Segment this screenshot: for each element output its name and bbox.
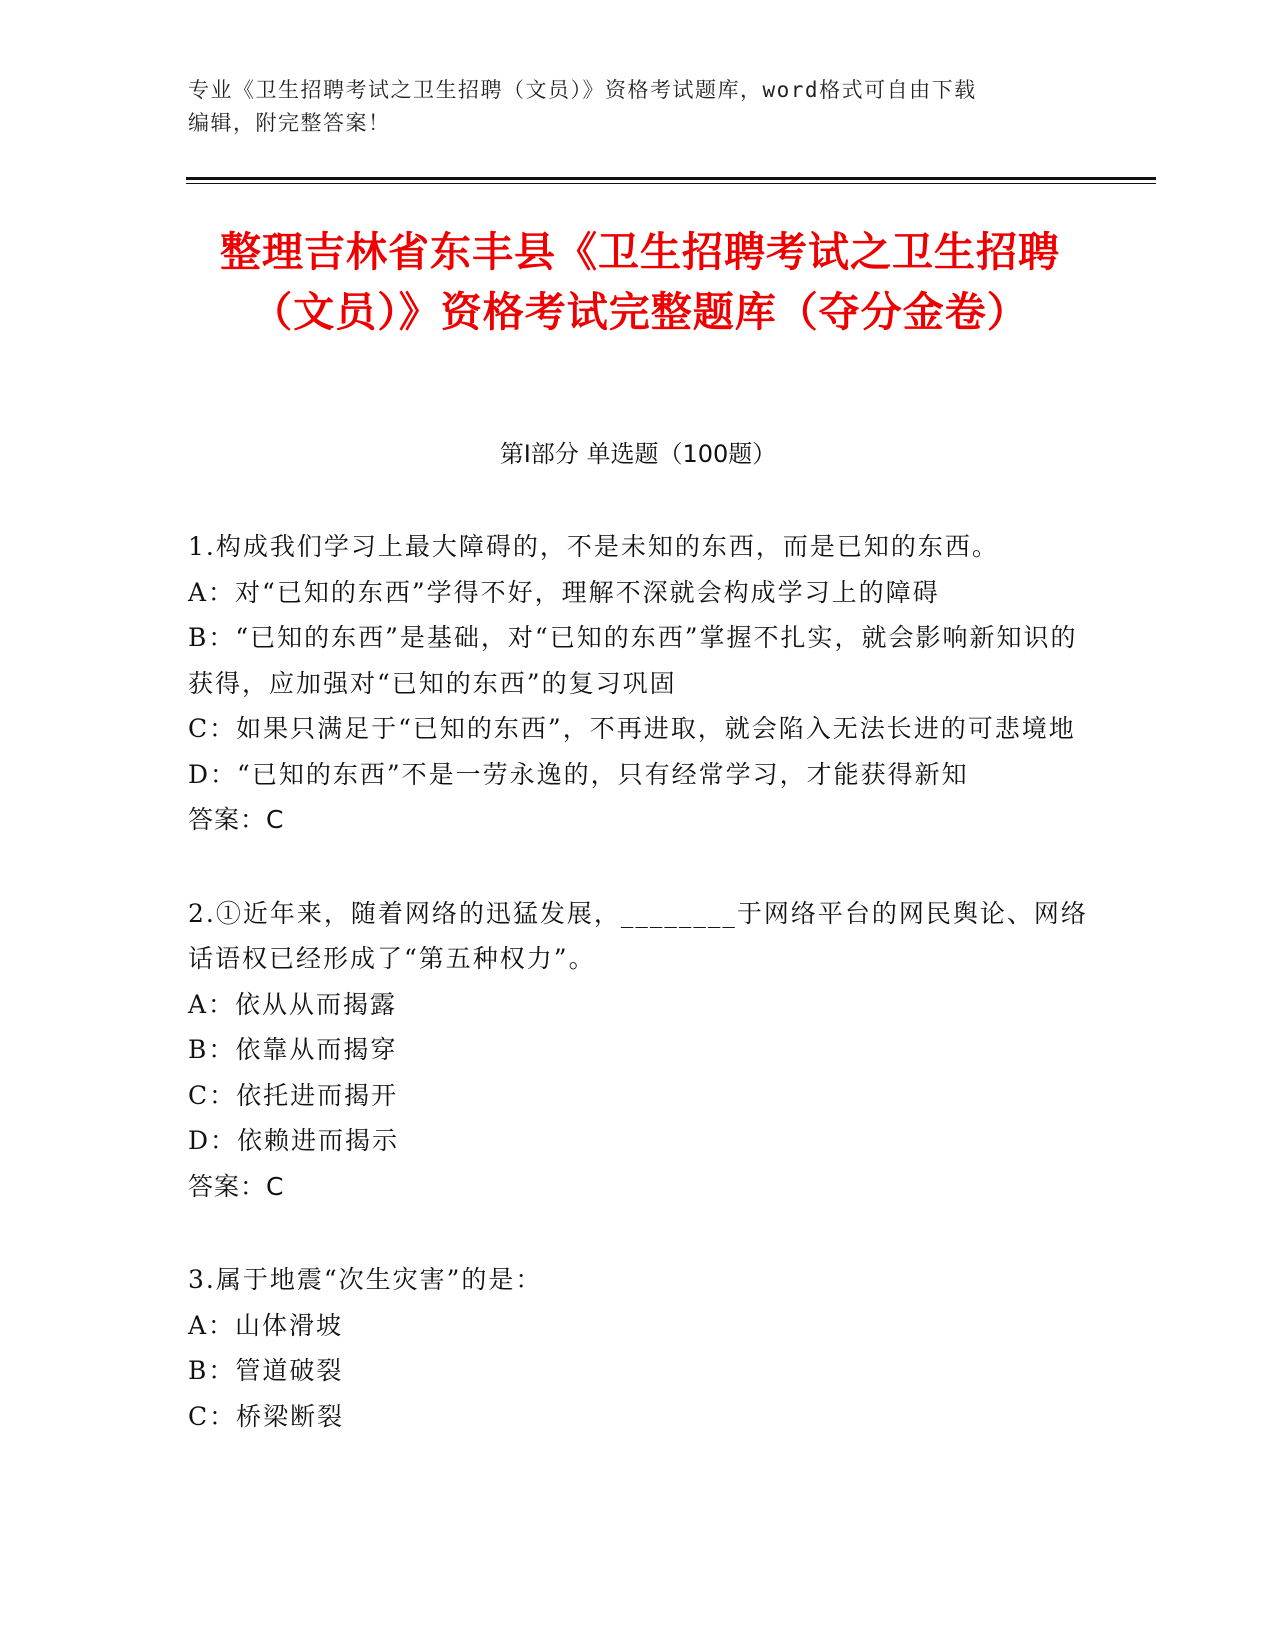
option-b: B：依靠从而揭穿 (188, 1035, 398, 1064)
header-note-line-1: 专业《卫生招聘考试之卫生招聘（文员）》资格考试题库，word格式可自由下载 (188, 78, 977, 102)
option-c: C：依托进而揭开 (188, 1080, 399, 1110)
option-a: A：对“已知的东西”学得不好，理解不深就会构成学习上的障碍 (188, 577, 940, 607)
option-b: B：管道破裂 (188, 1356, 344, 1385)
question-1 (188, 524, 1088, 843)
option-b: B：“已知的东西”是基础，对“已知的东西”掌握不扎实，就会影响新知识的获得，应加强对“已知的东西”的复习巩固 (188, 623, 1078, 698)
option-a: A：山体滑坡 (188, 1310, 344, 1340)
header-note (188, 74, 1088, 140)
option-d: D：“已知的东西”不是一劳永逸的，只有经常学习，才能获得新知 (188, 759, 969, 789)
header-divider-thick (186, 177, 1156, 180)
answer: 答案：C (188, 805, 285, 834)
option-c: C：如果只满足于“已知的东西”，不再进取，就会陷入无法长进的可悲境地 (188, 714, 1076, 743)
question-stem: 3.属于地震“次生灾害”的是： (188, 1265, 543, 1294)
question-2 (188, 891, 1088, 1210)
option-d: D：依赖进而揭示 (188, 1126, 400, 1155)
header-note-line-2: 编辑，附完整答案！ (188, 111, 391, 135)
option-c: C：桥梁断裂 (188, 1401, 345, 1431)
section-title: 第Ⅰ部分 单选题（100题） (499, 440, 777, 468)
option-a: A：依从从而揭露 (188, 989, 398, 1019)
question-list (188, 524, 1088, 1487)
question-3 (188, 1257, 1088, 1439)
question-stem: 2.①近年来，随着网络的迅猛发展，________于网络平台的网民舆论、网络话语权已经形成了“第五种权力”。 (188, 898, 1088, 973)
document-title: 整理吉林省东丰县《卫生招聘考试之卫生招聘（文员）》资格考试完整题库（夺分金卷） (220, 228, 1060, 336)
answer: 答案：C (188, 1171, 285, 1201)
header-divider-thin (186, 183, 1156, 184)
question-stem: 1.构成我们学习上最大障碍的，不是未知的东西，而是已知的东西。 (188, 532, 999, 561)
